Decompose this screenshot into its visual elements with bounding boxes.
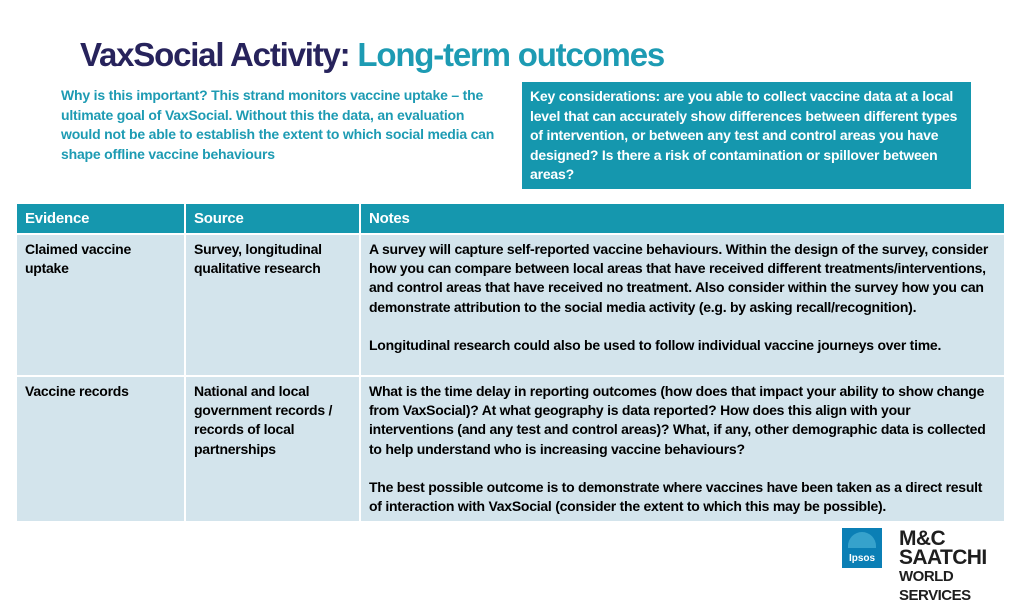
ipsos-logo-text: Ipsos bbox=[848, 553, 876, 564]
mc-saatchi-logo-line2: WORLD SERVICES bbox=[899, 568, 971, 604]
key-considerations-label: Key considerations: bbox=[530, 88, 661, 104]
ipsos-logo bbox=[842, 528, 882, 568]
notes-paragraph: The best possible outcome is to demonstrate where vaccines have been taken as a direct result of interaction with VaxSocial (consider the extent to which this may be possible). bbox=[369, 478, 983, 515]
notes-paragraph: Longitudinal research could also be used to follow individual vaccine journeys over time. bbox=[369, 336, 942, 353]
key-considerations-box bbox=[522, 82, 971, 189]
notes-paragraph: What is the time delay in reporting outcomes (how does that impact your ability to show change from VaxSocial)? At what geography is data reported? How does this align with your interventions (and any test and control areas)? What, if any, other demographic data is collected to help understand who is increasing vaccine behaviours? bbox=[369, 383, 986, 457]
mc-saatchi-logo-line1: M&C SAATCHI bbox=[899, 527, 987, 569]
why-important-text: Why is this important? This strand monitors vaccine uptake – the ultimate goal of VaxSocial. Without this the data, an evaluation would not be able to establish the extent to which social media can shape offline vaccine behaviours bbox=[61, 87, 495, 162]
key-considerations-text: are you able to collect vaccine data at a local level that can accurately show differences between different types of intervention, or between any test and control areas you have designed? Is there a risk of contamination or spillover between areas? bbox=[530, 88, 958, 182]
header-notes: Notes bbox=[360, 204, 1004, 234]
table-row bbox=[17, 376, 1004, 521]
notes-paragraph: A survey will capture self-reported vaccine behaviours. Within the design of the survey, consider how you can compare between local areas that have received different treatments/interventions, and control areas that have received no treatment. Also consider within the survey how you can demonstrate attribution to the social media activity (e.g. by asking recall/recognition). bbox=[369, 241, 989, 315]
page-title-main: VaxSocial Activity: bbox=[80, 36, 350, 73]
table-header-row bbox=[17, 204, 1004, 234]
page-title bbox=[80, 36, 664, 74]
ipsos-arc-icon bbox=[848, 532, 876, 548]
notes-cell bbox=[360, 234, 1004, 376]
evidence-table bbox=[17, 204, 1004, 521]
evidence-cell: Claimed vaccine uptake bbox=[17, 234, 185, 376]
source-cell: National and local government records / records of local partnerships bbox=[185, 376, 360, 521]
page-title-sub: Long-term outcomes bbox=[349, 36, 665, 73]
header-source: Source bbox=[185, 204, 360, 234]
mc-saatchi-logo bbox=[899, 529, 1009, 605]
notes-cell bbox=[360, 376, 1004, 521]
header-evidence: Evidence bbox=[17, 204, 185, 234]
source-cell: Survey, longitudinal qualitative research bbox=[185, 234, 360, 376]
table-row bbox=[17, 234, 1004, 376]
evidence-cell: Vaccine records bbox=[17, 376, 185, 521]
